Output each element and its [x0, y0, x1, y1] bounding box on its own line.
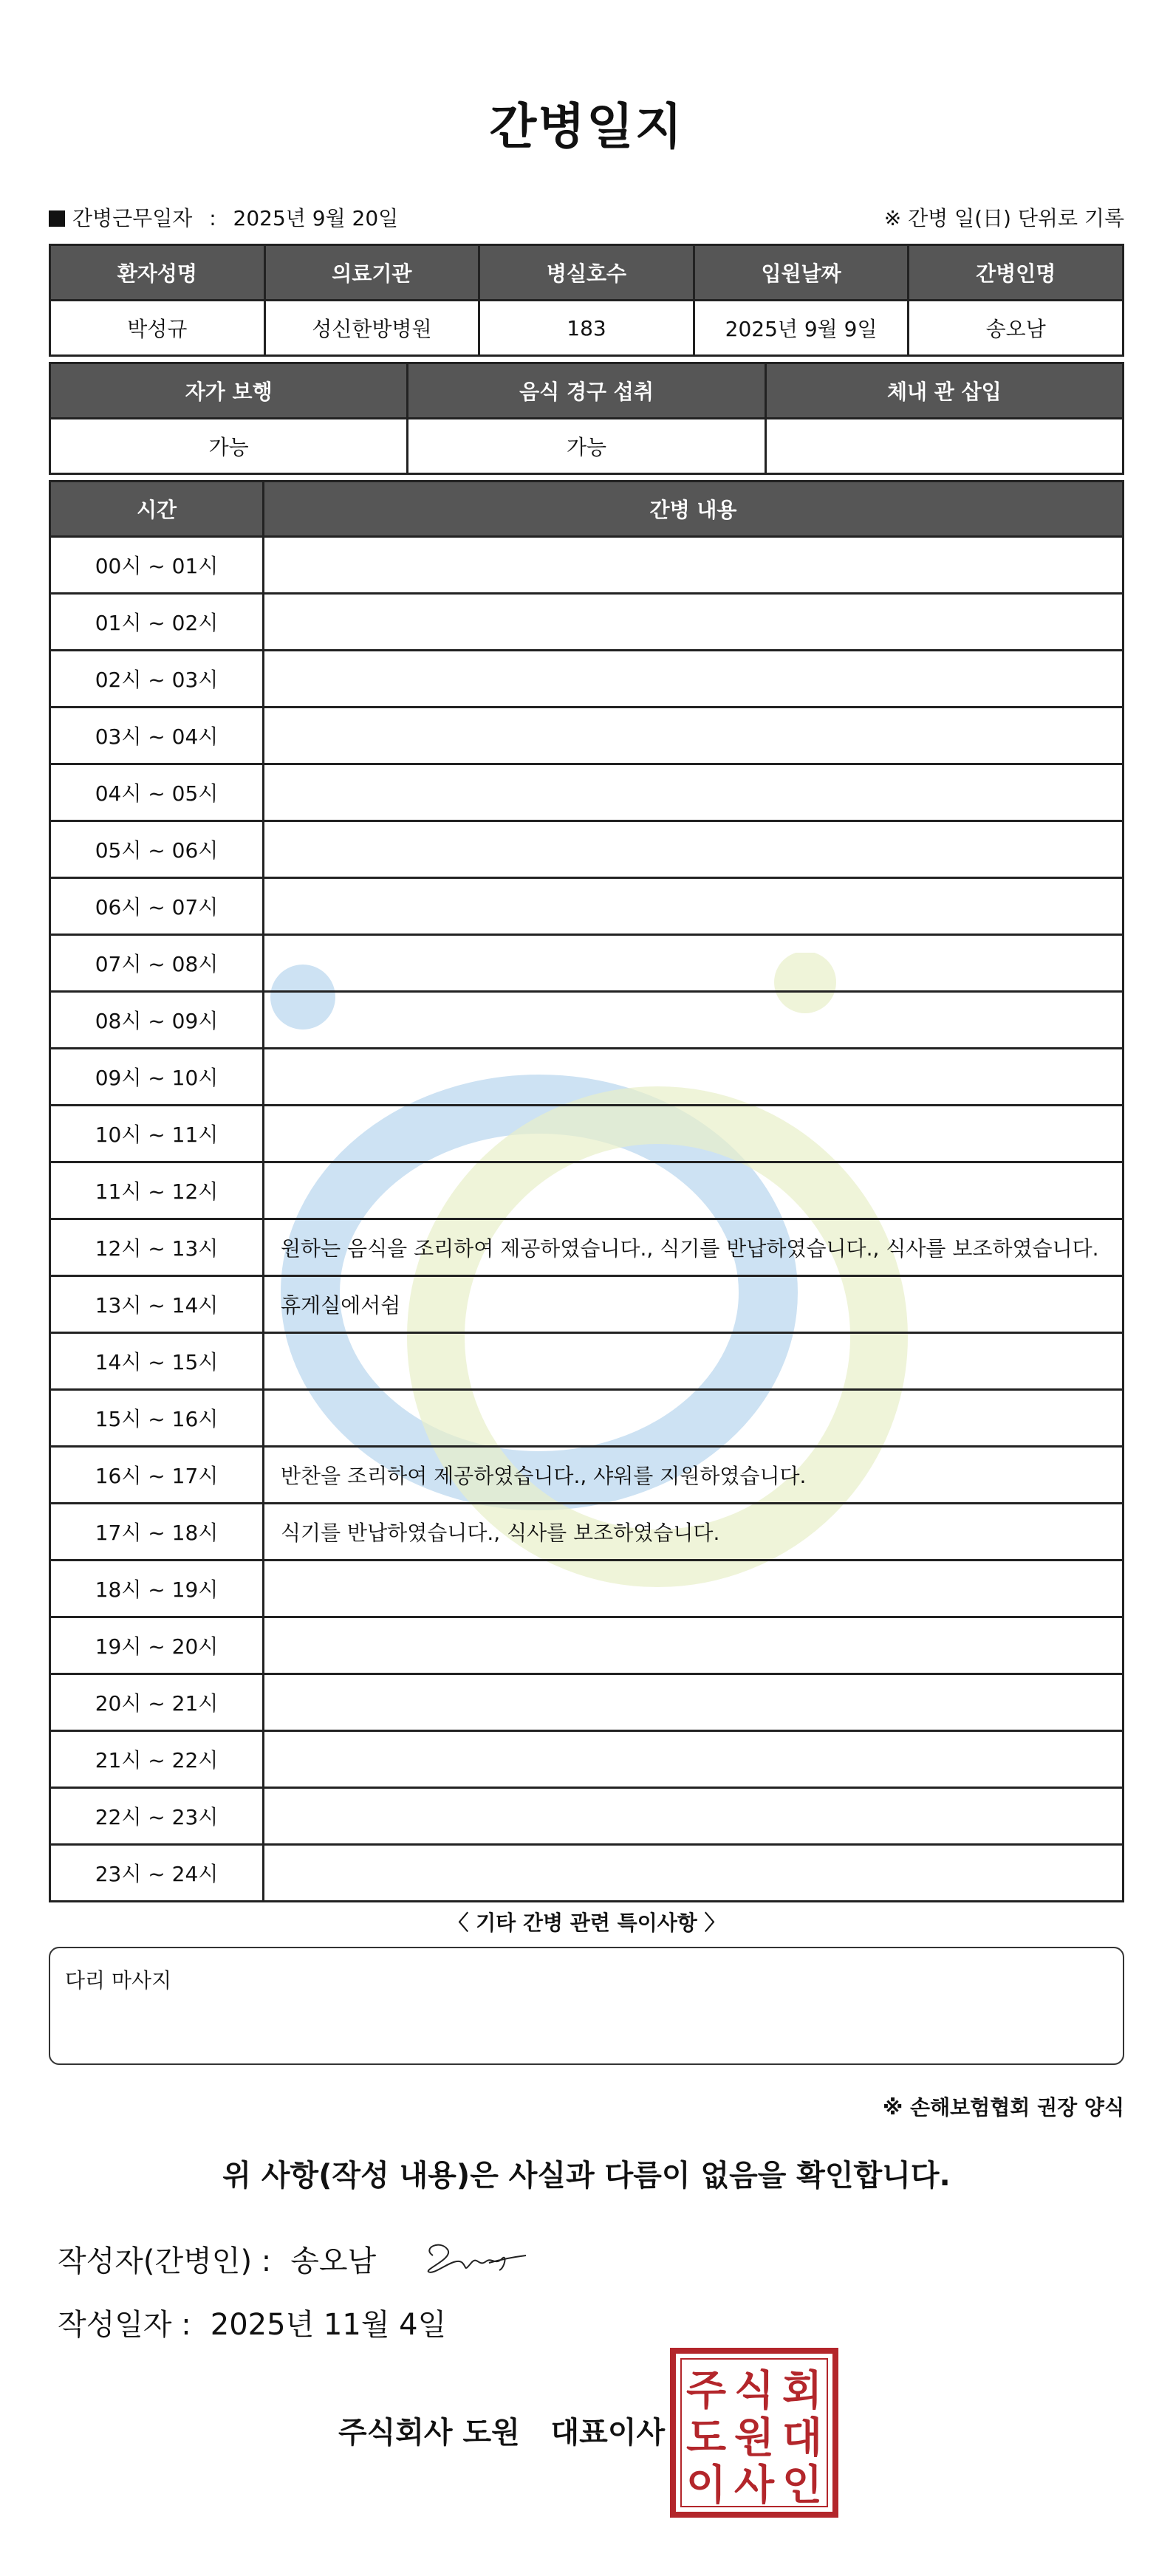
log-row [50, 651, 1124, 708]
log-time-cell: 10시 ~ 11시 [50, 1106, 264, 1162]
patient-value-2: 183 [479, 301, 694, 356]
svg-text:대: 대 [782, 2414, 823, 2462]
handwritten-signature [418, 2233, 529, 2285]
patient-value-4: 송오남 [909, 301, 1124, 356]
log-row [50, 1390, 1124, 1447]
form-source-note: ※ 손해보험협회 권장 양식 [883, 2095, 1124, 2120]
svg-text:원: 원 [733, 2414, 775, 2462]
patient-header-2: 병실호수 [479, 245, 694, 301]
log-time-cell: 02시 ~ 03시 [50, 651, 264, 708]
writer-label: 작성자(간병인) : [58, 2244, 272, 2278]
log-content-cell [264, 708, 1124, 764]
log-row [50, 594, 1124, 651]
log-time-cell: 18시 ~ 19시 [50, 1561, 264, 1617]
work-date [49, 202, 398, 232]
work-date-value: 2025년 9월 20일 [233, 206, 399, 230]
log-row [50, 1674, 1124, 1731]
svg-text:식: 식 [733, 2367, 775, 2415]
log-time-cell: 03시 ~ 04시 [50, 708, 264, 764]
log-time-cell: 19시 ~ 20시 [50, 1617, 264, 1674]
svg-text:사: 사 [733, 2462, 775, 2510]
time-column-header: 시간 [50, 482, 264, 537]
status-header-2: 체내 관 삽입 [765, 363, 1123, 419]
patient-header-1: 의료기관 [264, 245, 479, 301]
log-content-cell: 원하는 음식을 조리하여 제공하였습니다., 식기를 반납하였습니다., 식사를 보조하였습니다. [264, 1219, 1124, 1276]
log-content-cell [264, 1390, 1124, 1447]
log-row [50, 935, 1124, 992]
log-row [50, 1788, 1124, 1845]
remarks-title: 〈 기타 간병 관련 특이사항 〉 [448, 1911, 725, 1935]
log-content-cell [264, 992, 1124, 1049]
patient-status-table [49, 362, 1124, 475]
log-row [50, 1276, 1124, 1333]
log-content-cell [264, 1617, 1124, 1674]
log-row [50, 1219, 1124, 1276]
written-date-label: 작성일자 : [58, 2308, 191, 2342]
log-time-cell: 21시 ~ 22시 [50, 1731, 264, 1788]
log-content-cell [264, 1049, 1124, 1106]
log-content-cell: 식기를 반납하였습니다., 식사를 보조하였습니다. [264, 1504, 1124, 1561]
log-row [50, 1617, 1124, 1674]
log-row [50, 821, 1124, 878]
log-content-cell [264, 1788, 1124, 1845]
log-content-cell [264, 1731, 1124, 1788]
log-time-cell: 13시 ~ 14시 [50, 1276, 264, 1333]
log-row [50, 878, 1124, 935]
log-time-cell: 08시 ~ 09시 [50, 992, 264, 1049]
log-content-cell [264, 821, 1124, 878]
log-time-cell: 09시 ~ 10시 [50, 1049, 264, 1106]
log-time-cell: 22시 ~ 23시 [50, 1788, 264, 1845]
log-time-cell: 16시 ~ 17시 [50, 1447, 264, 1504]
patient-header-3: 입원날짜 [694, 245, 909, 301]
company-signatory: 주식회사 도원 대표이사 [338, 2416, 666, 2450]
log-content-cell: 반찬을 조리하여 제공하였습니다., 샤워를 지원하였습니다. [264, 1447, 1124, 1504]
log-time-cell: 05시 ~ 06시 [50, 821, 264, 878]
svg-text:도: 도 [685, 2414, 727, 2462]
record-note: ※ 간병 일(日) 단위로 기록 [883, 206, 1124, 230]
log-row [50, 1504, 1124, 1561]
log-row [50, 1162, 1124, 1219]
status-header-1: 음식 경구 섭취 [408, 363, 765, 419]
log-row [50, 1106, 1124, 1162]
log-time-cell: 20시 ~ 21시 [50, 1674, 264, 1731]
confirmation-statement: 위 사항(작성 내용)은 사실과 다름이 없음을 확인합니다. [222, 2159, 951, 2193]
square-bullet-icon [49, 210, 65, 227]
log-content-cell [264, 1674, 1124, 1731]
document-title: 간병일지 [489, 98, 684, 155]
log-row [50, 1049, 1124, 1106]
log-content-cell [264, 1561, 1124, 1617]
written-date-line [58, 2301, 446, 2343]
log-content-cell: 휴게실에서쉼 [264, 1276, 1124, 1333]
patient-value-3: 2025년 9월 9일 [694, 301, 909, 356]
log-row [50, 1731, 1124, 1788]
care-log-table [49, 480, 1124, 1902]
patient-value-1: 성신한방병원 [264, 301, 479, 356]
status-value-0: 가능 [50, 419, 408, 474]
log-row [50, 537, 1124, 594]
log-row [50, 992, 1124, 1049]
log-time-cell: 07시 ~ 08시 [50, 935, 264, 992]
log-time-cell: 00시 ~ 01시 [50, 537, 264, 594]
log-row [50, 1447, 1124, 1504]
writer-name: 송오남 [290, 2244, 377, 2278]
log-row [50, 764, 1124, 821]
log-content-cell [264, 935, 1124, 992]
log-content-cell [264, 537, 1124, 594]
log-content-cell [264, 1333, 1124, 1390]
svg-text:이: 이 [685, 2462, 727, 2510]
svg-text:인: 인 [782, 2462, 823, 2510]
log-row [50, 708, 1124, 764]
log-row [50, 1333, 1124, 1390]
patient-value-0: 박성규 [50, 301, 265, 356]
log-time-cell: 17시 ~ 18시 [50, 1504, 264, 1561]
log-content-cell [264, 1162, 1124, 1219]
status-value-1: 가능 [408, 419, 765, 474]
log-time-cell: 11시 ~ 12시 [50, 1162, 264, 1219]
log-time-cell: 14시 ~ 15시 [50, 1333, 264, 1390]
log-content-cell [264, 764, 1124, 821]
log-content-cell [264, 1106, 1124, 1162]
remarks-box [49, 1947, 1124, 2065]
log-time-cell: 12시 ~ 13시 [50, 1219, 264, 1276]
log-content-cell [264, 651, 1124, 708]
patient-info-table [49, 244, 1124, 357]
log-time-cell: 04시 ~ 05시 [50, 764, 264, 821]
written-date-value: 2025년 11월 4일 [210, 2308, 447, 2342]
patient-header-4: 간병인명 [909, 245, 1124, 301]
log-row [50, 1845, 1124, 1902]
log-time-cell: 06시 ~ 07시 [50, 878, 264, 935]
log-row [50, 1561, 1124, 1617]
log-time-cell: 01시 ~ 02시 [50, 594, 264, 651]
content-column-header: 간병 내용 [264, 482, 1124, 537]
writer-line [58, 2238, 376, 2280]
status-header-0: 자가 보행 [50, 363, 408, 419]
log-content-cell [264, 594, 1124, 651]
work-date-label: 간병근무일자 [72, 206, 193, 230]
log-content-cell [264, 878, 1124, 935]
log-time-cell: 15시 ~ 16시 [50, 1390, 264, 1447]
svg-text:회: 회 [782, 2367, 823, 2415]
company-seal-stamp [669, 2347, 839, 2518]
work-date-sep: : [209, 206, 216, 230]
svg-text:주: 주 [685, 2367, 727, 2415]
status-value-2 [765, 419, 1123, 474]
log-time-cell: 23시 ~ 24시 [50, 1845, 264, 1902]
log-content-cell [264, 1845, 1124, 1902]
remarks-text: 다리 마사지 [65, 1968, 172, 1993]
patient-header-0: 환자성명 [50, 245, 265, 301]
